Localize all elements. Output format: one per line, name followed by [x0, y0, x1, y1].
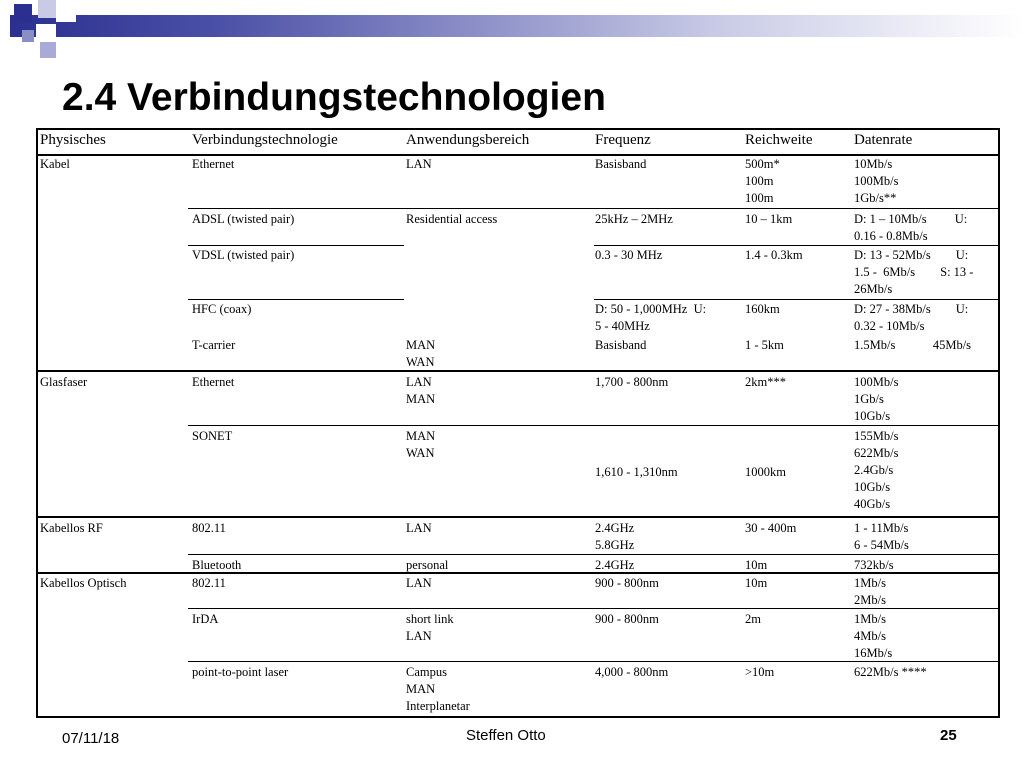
cell-area: MAN WAN [406, 429, 436, 460]
header-gradient-bar [10, 15, 1024, 37]
row-divider [188, 245, 404, 246]
cell-range: 2m [745, 612, 761, 626]
row-divider [188, 299, 404, 300]
cell-area: LAN [406, 521, 432, 535]
cell-area: Residential access [406, 212, 498, 226]
cell-rate: 1.5Mb/s 45Mb/s [854, 338, 972, 352]
cell-rate: D: 13 - 52Mb/s U: 1.5 - 6Mb/s S: 13 - 26Mb/s [854, 248, 974, 296]
cell-area: Campus MAN Interplanetar [406, 665, 470, 713]
cell-range: 160km [745, 302, 780, 316]
cell-freq: 2.4GHz [595, 558, 635, 572]
cell-tech: SONET [192, 429, 233, 443]
cell-range: 10m [745, 558, 768, 572]
header-decoration [0, 0, 1024, 64]
cell-tech: Bluetooth [192, 558, 242, 572]
cell-range: 30 - 400m [745, 521, 797, 535]
cell-rate: 1 - 11Mb/s 6 - 54Mb/s [854, 521, 909, 552]
row-divider [188, 208, 998, 209]
cell-area: LAN MAN [406, 375, 436, 406]
cell-rate: 1Mb/s 2Mb/s [854, 576, 886, 607]
cell-area: LAN [406, 576, 432, 590]
header-datenrate: Datenrate [854, 132, 913, 148]
row-divider [594, 299, 998, 300]
row-divider [188, 608, 998, 609]
cell-tech: 802.11 [192, 576, 226, 590]
cell-range: 500m* 100m 100m [745, 157, 780, 205]
cell-freq: 1,700 - 800nm [595, 375, 669, 389]
cell-rate: 732kb/s [854, 558, 894, 572]
cell-rate: 100Mb/s 1Gb/s 10Gb/s [854, 375, 899, 423]
cell-tech: Ethernet [192, 375, 235, 389]
footer-date: 07/11/18 [62, 730, 120, 747]
deco-square [22, 30, 34, 42]
slide-title: 2.4 Verbindungstechnologien [62, 76, 606, 119]
row-divider [188, 425, 998, 426]
group-kabel: Kabel [40, 157, 70, 171]
cell-freq: Basisband [595, 157, 647, 171]
cell-tech: T-carrier [192, 338, 236, 352]
cell-area: LAN [406, 157, 432, 171]
cell-tech: point-to-point laser [192, 665, 289, 679]
cell-tech: Ethernet [192, 157, 235, 171]
cell-range: 2km*** [745, 375, 786, 389]
cell-rate: 10Mb/s 100Mb/s 1Gb/s** [854, 157, 899, 205]
header-verbindungstechnologie: Verbindungstechnologie [192, 132, 338, 148]
page-number: 25 [940, 727, 957, 744]
group-kabellos-optisch: Kabellos Optisch [40, 576, 127, 590]
cell-tech: HFC (coax) [192, 302, 252, 316]
group-divider [38, 572, 998, 574]
deco-square [14, 4, 32, 22]
cell-freq: 25kHz – 2MHz [595, 212, 673, 226]
header-anwendungsbereich: Anwendungsbereich [406, 132, 530, 148]
cell-freq: 900 - 800nm [595, 576, 659, 590]
cell-freq: 1,610 - 1,310nm [595, 465, 678, 479]
cell-freq: 2.4GHz 5.8GHz [595, 521, 635, 552]
cell-rate: 155Mb/s 622Mb/s 2.4Gb/s 10Gb/s 40Gb/s [854, 429, 899, 511]
cell-area: short link LAN [406, 612, 454, 643]
cell-freq: 900 - 800nm [595, 612, 659, 626]
cell-freq: 4,000 - 800nm [595, 665, 669, 679]
technology-table [36, 128, 1000, 718]
cell-freq: 0.3 - 30 MHz [595, 248, 663, 262]
deco-square [40, 42, 56, 58]
cell-freq: D: 50 - 1,000MHz U: 5 - 40MHz [595, 302, 707, 333]
cell-freq: Basisband [595, 338, 647, 352]
cell-tech: ADSL (twisted pair) [192, 212, 295, 226]
cell-range: >10m [745, 665, 775, 679]
cell-area: personal [406, 558, 449, 572]
header-frequenz: Frequenz [595, 132, 651, 148]
header-physisches: Physisches [40, 132, 106, 148]
deco-square [38, 0, 56, 18]
cell-tech: VDSL (twisted pair) [192, 248, 295, 262]
row-divider [594, 245, 998, 246]
group-kabellos-rf: Kabellos RF [40, 521, 103, 535]
group-divider [38, 516, 998, 518]
header-reichweite: Reichweite [745, 132, 813, 148]
cell-range: 10m [745, 576, 768, 590]
group-divider [38, 370, 998, 372]
cell-range: 1.4 - 0.3km [745, 248, 803, 262]
deco-square [56, 0, 76, 22]
cell-tech: 802.11 [192, 521, 226, 535]
cell-range: 1000km [745, 465, 786, 479]
group-glasfaser: Glasfaser [40, 375, 88, 389]
cell-tech: IrDA [192, 612, 219, 626]
cell-area: MAN WAN [406, 338, 436, 369]
row-divider [188, 554, 998, 555]
row-divider [188, 661, 998, 662]
footer-author: Steffen Otto [466, 727, 546, 744]
cell-range: 1 - 5km [745, 338, 784, 352]
cell-rate: 1Mb/s 4Mb/s 16Mb/s [854, 612, 893, 660]
cell-range: 10 – 1km [745, 212, 793, 226]
deco-square [36, 24, 56, 44]
cell-rate: D: 1 – 10Mb/s U: 0.16 - 0.8Mb/s [854, 212, 968, 243]
cell-rate: D: 27 - 38Mb/s U: 0.32 - 10Mb/s [854, 302, 969, 333]
cell-rate: 622Mb/s **** [854, 665, 927, 679]
